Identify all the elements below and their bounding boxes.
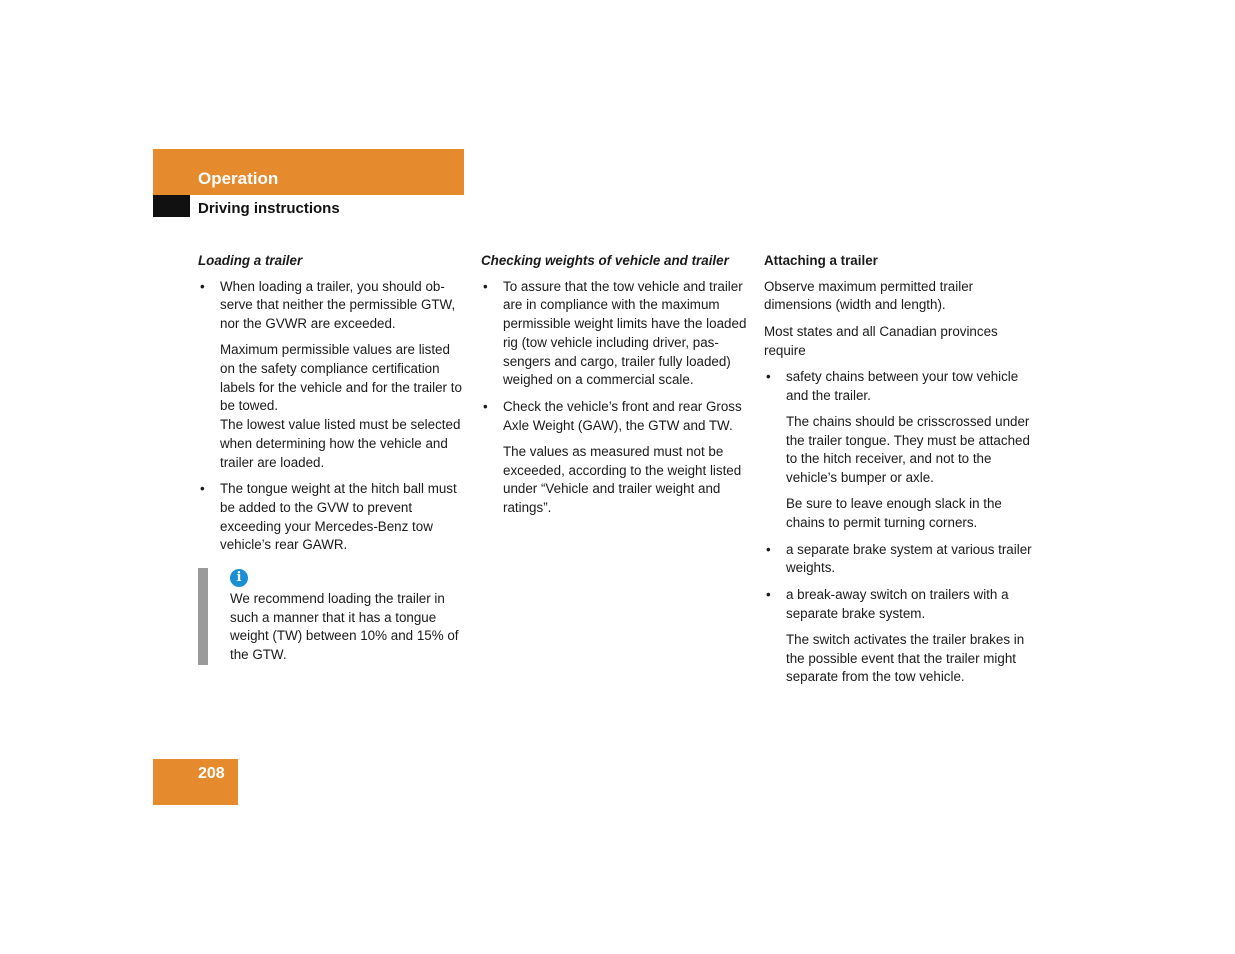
column-loading-trailer: [198, 252, 466, 665]
list-item-note: The switch activates the trailer brakes in the possible event that the trailer might separate from the tow vehicle.: [786, 631, 1025, 685]
checking-weights-list: [481, 278, 749, 518]
list-item-note: Maximum permissible values are listed on the safety compliance certification labels for the vehicle and for the trailer to be towed.: [220, 342, 462, 414]
list-item-note: The lowest value listed must be selected when determining how the vehicle and trailer are loaded.: [220, 417, 461, 470]
section-title: Operation: [198, 169, 279, 188]
list-item-note: Be sure to leave enough slack in the chains to permit turning corners.: [786, 496, 1002, 530]
list-item: [481, 398, 749, 518]
bullet-icon: •: [200, 481, 205, 497]
list-item-text: Check the vehicle’s front and rear Gross Axle Weight (GAW), the GTW and TW.: [503, 398, 742, 433]
list-item-note: The values as measured must not be exceeded, according to the weight listed under “Vehicle and trailer weight and ratings”.: [503, 443, 742, 515]
section-marker: [153, 195, 190, 217]
heading-loading-trailer: Loading a trailer: [198, 253, 303, 268]
list-item-text: When loading a trailer, you should observe that neither the permissible GTW, nor the GVWR are exceeded.: [220, 278, 456, 332]
list-item-text: To assure that the tow vehicle and trailer are in compliance with the maximum permissible weight limits have the loaded rig (tow vehicle including driver, passengers and cargo, trailer fully loaded) weighed on a commercial scale.: [503, 278, 747, 388]
bullet-icon: •: [766, 586, 771, 602]
info-note-text: We recommend loading the trailer in such a manner that it has a tongue weight (TW) between 10% and 15% of the GTW.: [230, 591, 459, 663]
bullet-icon: •: [483, 278, 488, 294]
attaching-trailer-list: [764, 368, 1032, 687]
list-item-text: a break-away switch on trailers with a separate brake system.: [786, 586, 1009, 621]
list-item: [198, 480, 466, 555]
bullet-icon: •: [200, 278, 205, 294]
bullet-icon: •: [766, 368, 771, 384]
bullet-icon: •: [766, 541, 771, 557]
list-item-text: a separate brake system at various trailer weights.: [786, 541, 1032, 576]
list-item: [764, 368, 1032, 533]
list-item: [764, 541, 1032, 578]
loading-trailer-list: [198, 278, 466, 555]
info-icon: i: [230, 569, 248, 587]
list-item-text: safety chains between your tow vehicle and the trailer.: [786, 368, 1019, 403]
info-note: [198, 568, 466, 665]
page-number: 208: [198, 765, 225, 782]
column-checking-weights: [481, 252, 749, 526]
bullet-icon: •: [483, 398, 488, 414]
page-number-tab: [153, 759, 238, 805]
paragraph: Most states and all Canadian provinces require: [764, 323, 998, 358]
list-item-text: The tongue weight at the hitch ball must be added to the GVW to prevent exceeding your Mercedes-Benz tow vehicle’s rear GAWR.: [220, 481, 457, 553]
heading-attaching-trailer: Attaching a trailer: [764, 253, 878, 268]
heading-checking-weights: Checking weights of vehicle and trailer: [481, 253, 729, 268]
paragraph: Observe maximum permitted trailer dimensions (width and length).: [764, 278, 974, 313]
subsection-title: Driving instructions: [198, 200, 340, 217]
list-item: [764, 586, 1032, 687]
list-item-note: The chains should be crisscrossed under the trailer tongue. They must be attached to the hitch receiver, and not to the vehicle’s bumper or axle.: [786, 413, 1030, 485]
column-attaching-trailer: [764, 252, 1032, 695]
list-item: [481, 278, 749, 390]
list-item: [198, 278, 466, 473]
